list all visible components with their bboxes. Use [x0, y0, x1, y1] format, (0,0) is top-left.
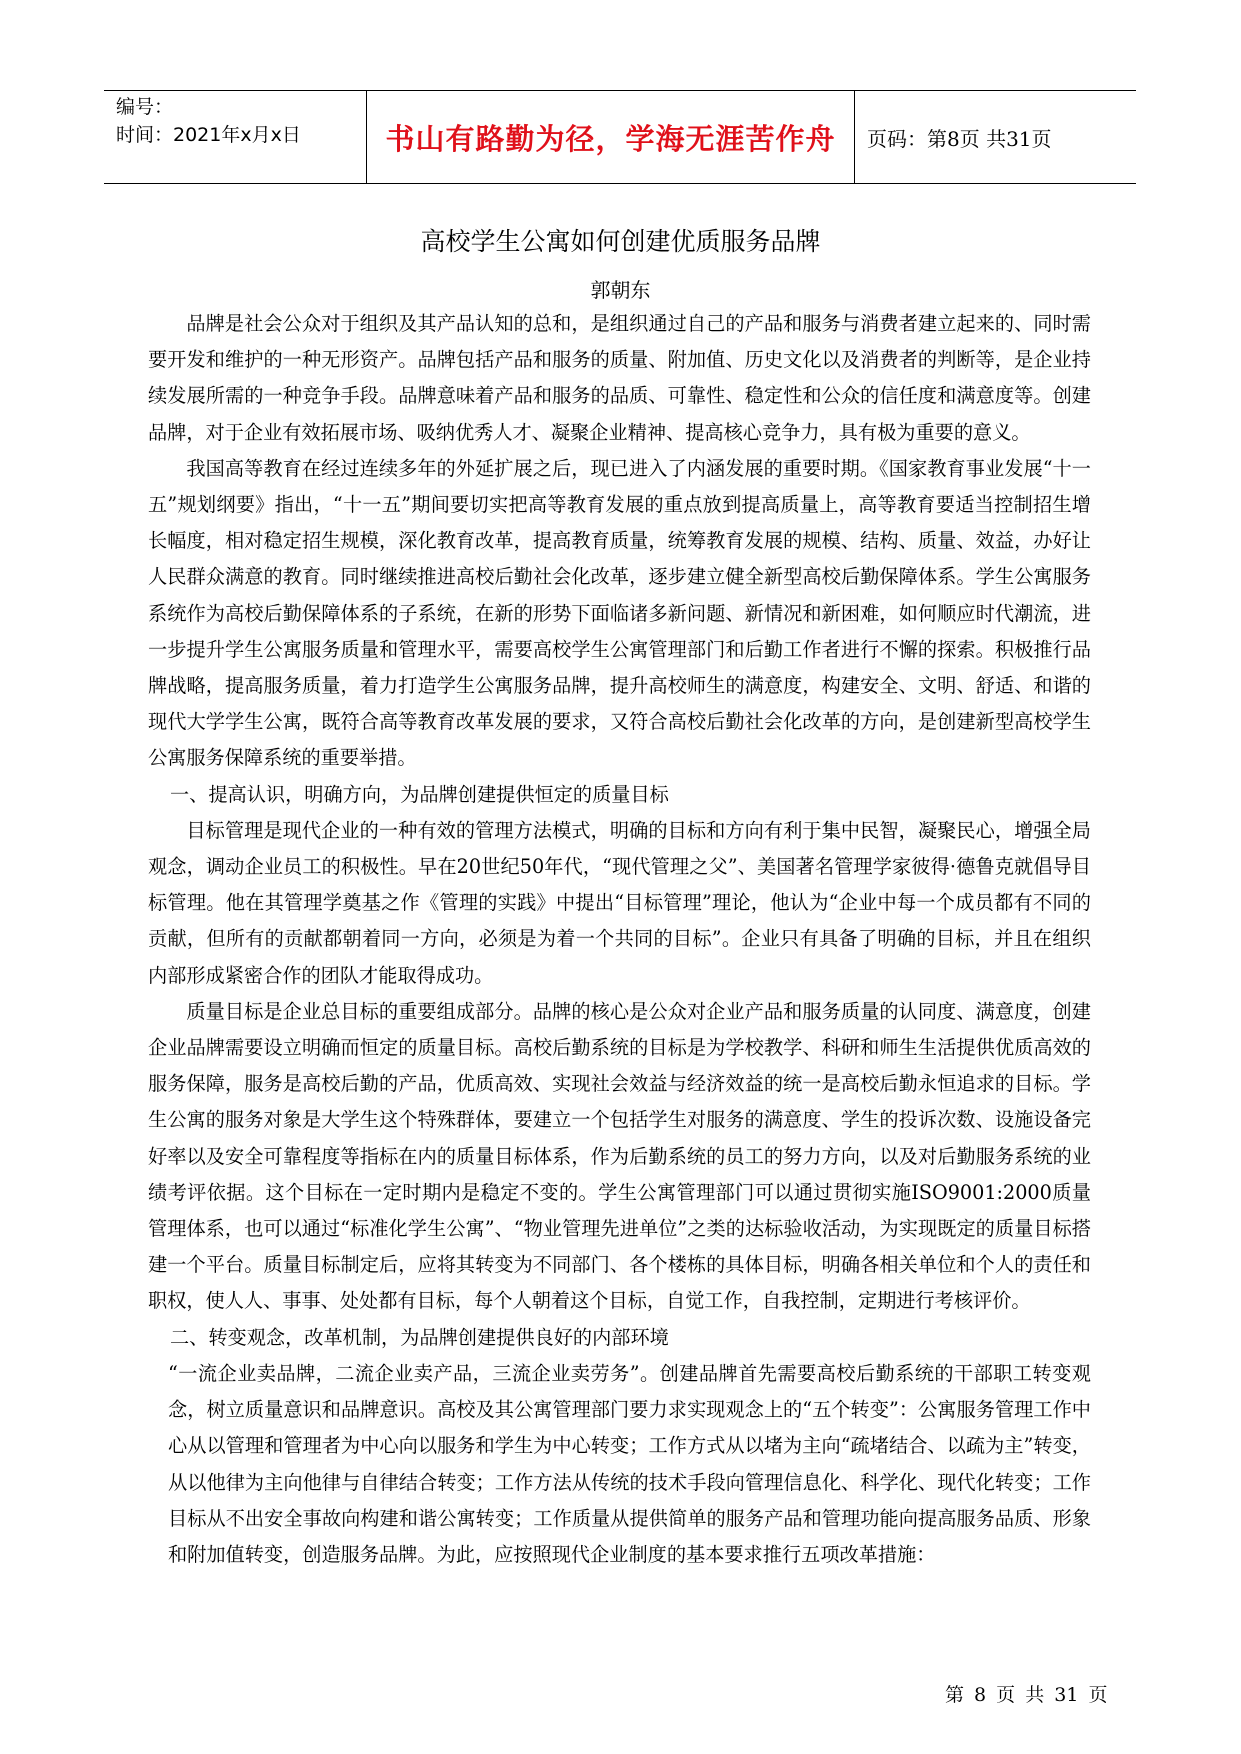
document-title: 高校学生公寓如何创建优质服务品牌 — [420, 227, 821, 256]
header-meta — [104, 91, 367, 183]
serial-number-label: 编号： — [116, 96, 174, 118]
paragraph: “一流企业卖品牌，二流企业卖产品，三流企业卖劳务”。创建品牌首先需要高校后勤系统的干部职工转变观念，树立质量意识和品牌意识。高校及其公寓管理部门要力求实现观念上的“五个转变”：公寓服务管理工作中心从以管理和管理者为中心向以服务和学生为中心转变；工作方式从以堵为主向“疏堵结合、以疏为主”转变，从以他律为主向他律与自律结合转变；工作方法从传统的技术手段向管理信息化、科学化、现代化转变；工作目标从不出安全事故向构建和谐公寓转变；工作质量从提供简单的服务产品和管理功能向提高服务品质、形象和附加值转变，创造服务品牌。为此，应按照现代企业制度的基本要求推行五项改革措施： — [168, 1361, 1091, 1566]
header-page-info: 页码：第8页 共31页 — [867, 126, 1052, 151]
header-motto: 书山有路勤为径，学海无涯苦作舟 — [367, 91, 855, 183]
paragraph: 我国高等教育在经过连续多年的外延扩展之后，现已进入了内涵发展的重要时期。《国家教育事业发展“十一五”规划纲要》指出，“十一五”期间要切实把高等教育发展的重点放到提高质量上，高等教育要适当控制招生增长幅度，相对稳定招生规模，深化教育改革，提高教育质量，统筹教育发展的规模、结构、质量、效益，办好让人民群众满意的教育。同时继续推进高校后勤社会化改革，逐步建立健全新型高校后勤保障体系。学生公寓服务系统作为高校后勤保障体系的子系统，在新的形势下面临诸多新问题、新情况和新困难，如何顺应时代潮流，进一步提升学生公寓服务质量和管理水平，需要高校学生公寓管理部门和后勤工作者进行不懈的探索。积极推行品牌战略，提高服务质量，着力打造学生公寓服务品牌，提升高校师生的满意度，构建安全、文明、舒适、和谐的现代大学学生公寓，既符合高等教育改革发展的要求，又符合高校后勤社会化改革的方向，是创建新型高校学生公寓服务保障系统的重要举措。 — [148, 456, 1091, 770]
paragraph: 质量目标是企业总目标的重要组成部分。品牌的核心是公众对企业产品和服务质量的认同度、满意度，创建企业品牌需要设立明确而恒定的质量目标。高校后勤系统的目标是为学校教学、科研和师生生活提供优质高效的服务保障，服务是高校后勤的产品，优质高效、实现社会效益与经济效益的统一是高校后勤永恒追求的目标。学生公寓的服务对象是大学生这个特殊群体，要建立一个包括学生对服务的满意度、学生的投诉次数、设施设备完好率以及安全可靠程度等指标在内的质量目标体系，作为后勤系统的员工的努力方向，以及对后勤服务系统的业绩考评依据。这个目标在一定时期内是稳定不变的。学生公寓管理部门可以通过贯彻实施ISO9001:2000质量管理体系，也可以通过“标准化学生公寓”、“物业管理先进单位”之类的达标验收活动，为实现既定的质量目标搭建一个平台。质量目标制定后，应将其转变为不同部门、各个楼栋的具体目标，明确各相关单位和个人的责任和职权，使人人、事事、处处都有目标，每个人朝着这个目标，自觉工作，自我控制，定期进行考核评价。 — [148, 999, 1091, 1313]
page-header — [104, 90, 1136, 184]
paragraph: 品牌是社会公众对于组织及其产品认知的总和，是组织通过自己的产品和服务与消费者建立起来的、同时需要开发和维护的一种无形资产。品牌包括产品和服务的质量、附加值、历史文化以及消费者的判断等，是企业持续发展所需的一种竞争手段。品牌意味着产品和服务的品质、可靠性、稳定性和公众的信任度和满意度等。创建品牌，对于企业有效拓展市场、吸纳优秀人才、凝聚企业精神、提高核心竞争力，具有极为重要的意义。 — [148, 312, 1091, 444]
document-author: 郭朝东 — [590, 278, 651, 302]
section-heading: 二、转变观念，改革机制，为品牌创建提供良好的内部环境 — [170, 1325, 669, 1349]
document-body — [148, 306, 1091, 1573]
page-footer: 第 8 页 共 31 页 — [945, 1684, 1108, 1706]
paragraph: 目标管理是现代企业的一种有效的管理方法模式，明确的目标和方向有利于集中民智，凝聚民心，增强全局观念，调动企业员工的积极性。早在20世纪50年代，“现代管理之父”、美国著名管理学家彼得·德鲁克就倡导目标管理。他在其管理学奠基之作《管理的实践》中提出“目标管理”理论，他认为“企业中每一个成员都有不同的贡献，但所有的贡献都朝着同一方向，必须是为着一个共同的目标”。企业只有具备了明确的目标，并且在组织内部形成紧密合作的团队才能取得成功。 — [148, 818, 1091, 987]
time-label: 时间：2021年x月x日 — [116, 124, 301, 146]
section-heading: 一、提高认识，明确方向，为品牌创建提供恒定的质量目标 — [170, 782, 669, 806]
